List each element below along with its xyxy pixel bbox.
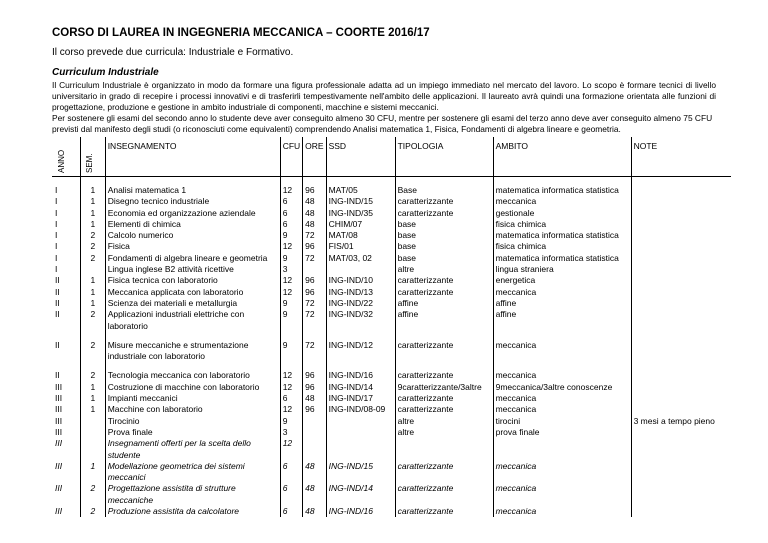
course-name-cell: Prova finale	[105, 427, 280, 438]
hours-cell: 96	[303, 241, 326, 252]
semester-cell: 1	[81, 275, 106, 286]
spacer-cell	[81, 177, 106, 186]
tipologia-cell: altre	[395, 416, 493, 427]
ssd-cell: ING-IND/13	[326, 287, 395, 298]
spacer-cell	[81, 332, 106, 340]
ambito-cell: matematica informatica statistica	[493, 185, 631, 196]
cfu-cell: 12	[280, 287, 302, 298]
course-name-cell: Economia ed organizzazione aziendale	[105, 208, 280, 219]
spacer-cell	[303, 177, 326, 186]
table-row	[52, 298, 731, 309]
anno-cell: I	[55, 230, 58, 241]
note-cell	[631, 253, 731, 264]
note-cell	[631, 393, 731, 404]
course-name-cell: Modellazione geometrica dei sistemi meccanici	[105, 461, 280, 484]
course-table	[52, 137, 731, 517]
ssd-cell	[326, 438, 395, 461]
course-name-cell: Applicazioni industriali elettriche con laboratorio	[105, 309, 280, 332]
cfu-cell: 6	[280, 208, 302, 219]
course-name-cell: Tirocinio	[105, 416, 280, 427]
anno-cell: II	[55, 339, 60, 350]
tipologia-cell: Base	[395, 185, 493, 196]
hours-cell: 48	[303, 219, 326, 230]
hours-cell: 96	[303, 185, 326, 196]
spacer-cell	[326, 177, 395, 186]
column-header-sem: SEM.	[81, 137, 106, 177]
note-cell	[631, 370, 731, 381]
tipologia-cell: base	[395, 219, 493, 230]
ambito-cell: matematica informatica statistica	[493, 253, 631, 264]
ssd-cell: ING-IND/16	[326, 370, 395, 381]
cfu-cell: 12	[280, 241, 302, 252]
semester-cell: 1	[81, 382, 106, 393]
semester-cell: 1	[81, 461, 106, 484]
table-row	[52, 340, 731, 363]
group-spacer	[52, 332, 731, 340]
cfu-cell: 9	[280, 416, 302, 427]
ambito-cell: affine	[493, 298, 631, 309]
spacer-cell	[395, 332, 493, 340]
table-row	[52, 287, 731, 298]
tipologia-cell	[395, 438, 493, 461]
spacer-cell	[493, 332, 631, 340]
table-header-row	[52, 137, 731, 177]
table-row	[52, 185, 731, 196]
note-cell	[631, 264, 731, 275]
cfu-cell: 12	[280, 404, 302, 415]
group-spacer	[52, 177, 731, 186]
course-name-cell: Scienza dei materiali e metallurgia	[105, 298, 280, 309]
hours-cell: 48	[303, 461, 326, 484]
spacer-cell	[105, 177, 280, 186]
cfu-cell: 3	[280, 264, 302, 275]
ssd-cell: MAT/08	[326, 230, 395, 241]
semester-cell: 1	[81, 208, 106, 219]
semester-cell: 1	[81, 404, 106, 415]
spacer-cell	[395, 177, 493, 186]
anno-cell: II	[55, 309, 60, 320]
table-row	[52, 506, 731, 517]
note-cell	[631, 219, 731, 230]
tipologia-cell: caratterizzante	[395, 208, 493, 219]
anno-cell: I	[55, 264, 58, 275]
cfu-cell: 6	[280, 461, 302, 484]
table-row	[52, 275, 731, 286]
hours-cell	[303, 438, 326, 461]
semester-cell: 2	[81, 230, 106, 241]
tipologia-cell: caratterizzante	[395, 287, 493, 298]
tipologia-cell: caratterizzante	[395, 340, 493, 363]
table-row	[52, 483, 731, 506]
ambito-cell: meccanica	[493, 404, 631, 415]
ambito-cell: meccanica	[493, 340, 631, 363]
course-name-cell: Tecnologia meccanica con laboratorio	[105, 370, 280, 381]
anno-cell: II	[55, 370, 60, 381]
table-row	[52, 219, 731, 230]
hours-cell: 48	[303, 506, 326, 517]
column-header-tipologia: TIPOLOGIA	[395, 137, 493, 177]
table-row	[52, 404, 731, 415]
cfu-cell: 6	[280, 506, 302, 517]
note-cell	[631, 404, 731, 415]
ambito-cell: gestionale	[493, 208, 631, 219]
ambito-cell: tirocini	[493, 416, 631, 427]
ssd-cell	[326, 264, 395, 275]
hours-cell	[303, 264, 326, 275]
tipologia-cell: base	[395, 230, 493, 241]
curriculum-subtitle: Curriculum Industriale	[52, 67, 159, 78]
spacer-cell	[52, 177, 81, 186]
cfu-cell: 9	[280, 253, 302, 264]
table-row	[52, 416, 731, 427]
tipologia-cell: caratterizzante	[395, 275, 493, 286]
ssd-cell: ING-IND/14	[326, 382, 395, 393]
note-cell	[631, 298, 731, 309]
column-header-ambito: AMBITO	[493, 137, 631, 177]
hours-cell	[303, 416, 326, 427]
tipologia-cell: affine	[395, 309, 493, 332]
ssd-cell: CHIM/07	[326, 219, 395, 230]
tipologia-cell: caratterizzante	[395, 506, 493, 517]
spacer-cell	[105, 362, 280, 370]
ssd-cell: ING-IND/17	[326, 393, 395, 404]
cfu-cell: 6	[280, 483, 302, 506]
semester-cell: 1	[81, 196, 106, 207]
semester-cell: 2	[81, 253, 106, 264]
note-cell	[631, 382, 731, 393]
note-cell	[631, 309, 731, 332]
course-table-body	[52, 137, 731, 517]
ambito-cell: matematica informatica statistica	[493, 230, 631, 241]
cfu-cell: 6	[280, 393, 302, 404]
table-row	[52, 427, 731, 438]
hours-cell: 72	[303, 230, 326, 241]
spacer-cell	[303, 362, 326, 370]
cfu-cell: 9	[280, 340, 302, 363]
semester-cell: 1	[81, 287, 106, 298]
anno-cell: II	[55, 297, 60, 308]
course-name-cell: Disegno tecnico industriale	[105, 196, 280, 207]
note-cell	[631, 461, 731, 484]
semester-cell	[81, 264, 106, 275]
anno-cell: II	[55, 286, 60, 297]
course-name-cell: Analisi matematica 1	[105, 185, 280, 196]
cfu-cell: 12	[280, 370, 302, 381]
anno-cell: III	[55, 460, 63, 471]
semester-cell	[81, 416, 106, 427]
anno-cell: III	[55, 381, 63, 392]
ssd-cell	[326, 427, 395, 438]
hours-cell: 48	[303, 208, 326, 219]
ambito-cell: meccanica	[493, 196, 631, 207]
course-name-cell: Elementi di chimica	[105, 219, 280, 230]
table-row	[52, 264, 731, 275]
tipologia-cell: base	[395, 253, 493, 264]
tipologia-cell: altre	[395, 427, 493, 438]
note-cell	[631, 241, 731, 252]
anno-cell: III	[55, 404, 63, 415]
anno-cell: I	[55, 196, 58, 207]
tipologia-cell: caratterizzante	[395, 393, 493, 404]
ambito-cell	[493, 438, 631, 461]
table-row	[52, 253, 731, 264]
table-row	[52, 196, 731, 207]
tipologia-cell: caratterizzante	[395, 370, 493, 381]
semester-cell	[81, 427, 106, 438]
note-cell	[631, 196, 731, 207]
tipologia-cell: base	[395, 241, 493, 252]
spacer-cell	[52, 332, 81, 340]
spacer-cell	[52, 362, 81, 370]
cfu-cell: 9	[280, 298, 302, 309]
spacer-cell	[280, 362, 302, 370]
anno-cell: III	[55, 415, 63, 426]
semester-cell	[81, 438, 106, 461]
anno-cell: III	[55, 438, 63, 449]
note-cell	[631, 230, 731, 241]
spacer-cell	[326, 362, 395, 370]
anno-cell: III	[55, 426, 63, 437]
ambito-cell: lingua straniera	[493, 264, 631, 275]
note-cell	[631, 427, 731, 438]
page-title: CORSO DI LAUREA IN INGEGNERIA MECCANICA – COORTE 2016/17	[52, 27, 430, 39]
ssd-cell: ING-IND/22	[326, 298, 395, 309]
spacer-cell	[493, 177, 631, 186]
note-cell	[631, 506, 731, 517]
tipologia-cell: caratterizzante	[395, 196, 493, 207]
ambito-cell: energetica	[493, 275, 631, 286]
cfu-cell: 6	[280, 196, 302, 207]
ssd-cell: ING-IND/08-09	[326, 404, 395, 415]
semester-cell: 1	[81, 298, 106, 309]
column-header-insegnamento: INSEGNAMENTO	[105, 137, 280, 177]
hours-cell: 96	[303, 275, 326, 286]
column-header-ssd: SSD	[326, 137, 395, 177]
semester-cell: 2	[81, 370, 106, 381]
note-cell	[631, 185, 731, 196]
course-name-cell: Fisica	[105, 241, 280, 252]
hours-cell	[303, 427, 326, 438]
tipologia-cell: caratterizzante	[395, 483, 493, 506]
semester-cell: 2	[81, 483, 106, 506]
spacer-cell	[493, 362, 631, 370]
semester-cell: 2	[81, 506, 106, 517]
ssd-cell: ING-IND/15	[326, 196, 395, 207]
course-name-cell: Fisica tecnica con laboratorio	[105, 275, 280, 286]
anno-cell: III	[55, 483, 63, 494]
tipologia-cell: altre	[395, 264, 493, 275]
tipologia-cell: 9caratterizzante/3altre	[395, 382, 493, 393]
column-header-ore: ORE	[303, 137, 326, 177]
ssd-cell: ING-IND/16	[326, 506, 395, 517]
table-row	[52, 393, 731, 404]
cfu-cell: 12	[280, 185, 302, 196]
ambito-cell: meccanica	[493, 506, 631, 517]
ssd-cell: MAT/03, 02	[326, 253, 395, 264]
table-row	[52, 208, 731, 219]
hours-cell: 96	[303, 370, 326, 381]
cfu-cell: 12	[280, 382, 302, 393]
ambito-cell: affine	[493, 309, 631, 332]
ssd-cell: ING-IND/15	[326, 461, 395, 484]
spacer-cell	[631, 362, 731, 370]
course-name-cell: Costruzione di macchine con laboratorio	[105, 382, 280, 393]
anno-cell: I	[55, 218, 58, 229]
hours-cell: 72	[303, 340, 326, 363]
course-name-cell: Meccanica applicata con laboratorio	[105, 287, 280, 298]
spacer-cell	[631, 332, 731, 340]
tipologia-cell: caratterizzante	[395, 404, 493, 415]
hours-cell: 72	[303, 309, 326, 332]
ambito-cell: meccanica	[493, 370, 631, 381]
column-header-cfu: CFU	[280, 137, 302, 177]
semester-cell: 2	[81, 241, 106, 252]
cfu-cell: 12	[280, 275, 302, 286]
spacer-cell	[326, 332, 395, 340]
note-cell: 3 mesi a tempo pieno	[631, 416, 731, 427]
hours-cell: 48	[303, 393, 326, 404]
spacer-cell	[280, 177, 302, 186]
hours-cell: 96	[303, 287, 326, 298]
spacer-cell	[105, 332, 280, 340]
ambito-cell: prova finale	[493, 427, 631, 438]
anno-cell: II	[55, 275, 60, 286]
table-row	[52, 370, 731, 381]
hours-cell: 96	[303, 404, 326, 415]
cfu-cell: 9	[280, 309, 302, 332]
anno-cell: I	[55, 252, 58, 263]
spacer-cell	[280, 332, 302, 340]
table-row	[52, 438, 731, 461]
anno-cell: III	[55, 506, 63, 517]
ssd-cell: ING-IND/32	[326, 309, 395, 332]
anno-cell: I	[55, 185, 58, 195]
intro-text: Il corso prevede due curricula: Industriale e Formativo.	[52, 47, 294, 58]
ssd-cell: ING-IND/35	[326, 208, 395, 219]
course-name-cell: Progettazione assistita di strutture meccaniche	[105, 483, 280, 506]
ambito-cell: 9meccanica/3altre conoscenze	[493, 382, 631, 393]
note-cell	[631, 275, 731, 286]
cfu-cell: 9	[280, 230, 302, 241]
spacer-cell	[303, 332, 326, 340]
spacer-cell	[631, 177, 731, 186]
hours-cell: 48	[303, 196, 326, 207]
course-name-cell: Macchine con laboratorio	[105, 404, 280, 415]
semester-cell: 2	[81, 309, 106, 332]
table-row	[52, 382, 731, 393]
hours-cell: 96	[303, 382, 326, 393]
ssd-cell: ING-IND/10	[326, 275, 395, 286]
ambito-cell: meccanica	[493, 483, 631, 506]
note-cell	[631, 287, 731, 298]
anno-cell: I	[55, 241, 58, 252]
cfu-cell: 6	[280, 219, 302, 230]
group-spacer	[52, 362, 731, 370]
ambito-cell: meccanica	[493, 461, 631, 484]
ssd-cell: ING-IND/14	[326, 483, 395, 506]
semester-cell: 1	[81, 219, 106, 230]
anno-cell: III	[55, 393, 63, 404]
course-name-cell: Produzione assistita da calcolatore	[105, 506, 280, 517]
table-row	[52, 461, 731, 484]
note-cell	[631, 208, 731, 219]
hours-cell: 72	[303, 253, 326, 264]
course-name-cell: Calcolo numerico	[105, 230, 280, 241]
tipologia-cell: affine	[395, 298, 493, 309]
semester-cell: 1	[81, 393, 106, 404]
course-name-cell: Insegnamenti offerti per la scelta dello studente	[105, 438, 280, 461]
course-name-cell: Lingua inglese B2 attività ricettive	[105, 264, 280, 275]
ambito-cell: fisica chimica	[493, 219, 631, 230]
note-cell	[631, 438, 731, 461]
spacer-cell	[395, 362, 493, 370]
requirements-paragraph: Per sostenere gli esami del secondo anno lo studente deve aver conseguito almeno 30 CFU, mentre per sostenere gli esami del terzo anno deve aver conseguito almeno 75 CFU previsti dal manifesto degli studi (o riconosciuti come equivalenti) comprendendo Analisi matematica 1, Fisica, Fondamenti di algebra lineare e geometria.	[52, 113, 713, 135]
note-cell	[631, 483, 731, 506]
ssd-cell: MAT/05	[326, 185, 395, 196]
hours-cell: 48	[303, 483, 326, 506]
table-row	[52, 230, 731, 241]
table-row	[52, 309, 731, 332]
hours-cell: 72	[303, 298, 326, 309]
ambito-cell: meccanica	[493, 287, 631, 298]
ssd-cell: FIS/01	[326, 241, 395, 252]
note-cell	[631, 340, 731, 363]
spacer-cell	[81, 362, 106, 370]
semester-cell: 2	[81, 340, 106, 363]
course-name-cell: Fondamenti di algebra lineare e geometria	[105, 253, 280, 264]
description-paragraph: Il Curriculum Industriale è organizzato in modo da formare una figura professionale adatta ad un impiego immediato nel mercato del lavoro. Lo scopo è formare tecnici di livello universitario in grado di recepire i processi innovativi e di trasferirli tempestivamente nell'ambito delle applicazioni. Il laureato avrà quindi una formazione orientata alle funzioni di progettazione, produzione e gestione in ambito industriale di componenti, macchine e sistemi meccanici.	[52, 80, 716, 113]
column-header-note: NOTE	[631, 137, 731, 177]
tipologia-cell: caratterizzante	[395, 461, 493, 484]
course-name-cell: Impianti meccanici	[105, 393, 280, 404]
ambito-cell: meccanica	[493, 393, 631, 404]
ssd-cell	[326, 416, 395, 427]
table-row	[52, 241, 731, 252]
cfu-cell: 3	[280, 427, 302, 438]
ssd-cell: ING-IND/12	[326, 340, 395, 363]
ambito-cell: fisica chimica	[493, 241, 631, 252]
semester-cell: 1	[81, 185, 106, 196]
cfu-cell: 12	[280, 438, 302, 461]
column-header-anno: ANNO	[52, 137, 81, 177]
course-name-cell: Misure meccaniche e strumentazione industriale con laboratorio	[105, 340, 280, 363]
anno-cell: I	[55, 207, 58, 218]
